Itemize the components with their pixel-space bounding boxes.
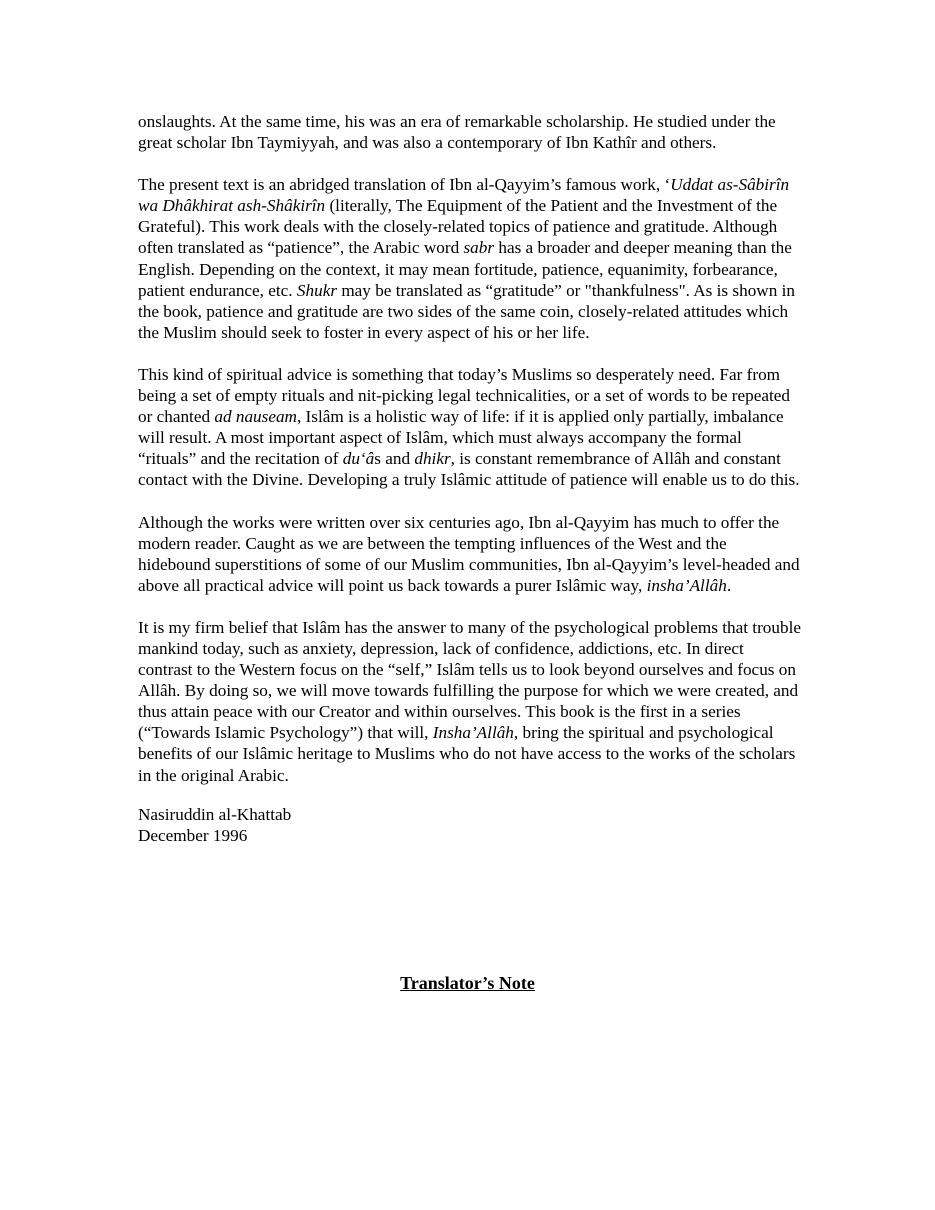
text-run: may be translated as “gratitude” or "thankfulness". As is shown in the book, patience and gratitude are two sides of the same coin, closely-related attitudes which the Muslim should seek to foster in every aspect of his or her life. [138, 280, 795, 342]
text-run: , Islâm is a holistic way of life: if it is applied only partially, imbalance will result. A most important aspect of Islâm, which must always accompany the formal “rituals” and the recitation of [138, 407, 784, 469]
text-run: . [726, 575, 732, 595]
italic-term: Uddat as-Sâbirîn wa Dhâkhirat ash-Shâkirîn [138, 175, 790, 216]
signature-block [138, 804, 802, 846]
text-run: (literally, The Equipment of the Patient and the Investment of the Grateful). This work deals with the closely-related topics of patience and gratitude. Although often translated as “patience”, the Arabic word [138, 196, 778, 258]
signature-date: December 1996 [138, 825, 248, 845]
italic-term: sabr [463, 238, 495, 258]
paragraph-modern-reader [138, 512, 802, 596]
text-run: onslaughts. At the same time, his was an era of remarkable scholarship. He studied under the great scholar Ibn Taymiyyah, and was also a contemporary of Ibn Kathîr and others. [138, 112, 776, 153]
paragraph-text-description [138, 174, 802, 343]
text-run: , bring the spiritual and psychological benefits of our Islâmic heritage to Muslims who do not have access to the works of the scholars in the original Arabic. [138, 723, 796, 785]
italic-term: ad nauseam [214, 407, 297, 427]
paragraph-firm-belief [138, 617, 802, 786]
text-run: The present text is an abridged translation of Ibn al-Qayyim’s famous work, ‘ [138, 175, 671, 195]
italic-term: Shukr [296, 280, 338, 300]
paragraph-spiritual-advice [138, 364, 802, 491]
section-heading-translators-note: Translator’s Note [400, 973, 535, 993]
italic-term: insha’Allâh [646, 575, 727, 595]
text-run: This kind of spiritual advice is something that today’s Muslims so desperately need. Far from being a set of empty rituals and nit-picking legal technicalities, or a set of words to be repeated or chanted [138, 364, 790, 427]
italic-term: Insha’Allâh [432, 723, 514, 743]
document-body [138, 111, 802, 867]
paragraph-intro-continuation [138, 111, 802, 153]
italic-term: dhikr [414, 449, 451, 469]
italic-term: du‘â [342, 449, 375, 469]
text-run: Although the works were written over six centuries ago, Ibn al-Qayyim has much to offer the modern reader. Caught as we are between the tempting influences of the West and the hidebound superstitions of some of our Muslim communities, Ibn al-Qayyim’s level-headed and above all practical advice will point us back towards a purer Islâmic way, [138, 512, 800, 595]
text-run: s and [374, 449, 415, 469]
signature-name: Nasiruddin al-Khattab [138, 804, 292, 824]
text-run: has a broader and deeper meaning than the English. Depending on the context, it may mean fortitude, patience, equanimity, forbearance, patient endurance, etc. [138, 238, 792, 300]
text-run: , is constant remembrance of Allâh and constant contact with the Divine. Developing a truly Islâmic attitude of patience will enable us to do this. [138, 449, 800, 490]
text-run: It is my firm belief that Islâm has the answer to many of the psychological problems that trouble mankind today, such as anxiety, depression, lack of confidence, addictions, etc. In direct contrast to the Western focus on the “self,” Islâm tells us to look beyond ourselves and focus on Allâh. By doing so, we will move towards fulfilling the purpose for which we were created, and thus attain peace with our Creator and within ourselves. This book is the first in a series (“Towards Islamic Psychology”) that will, [138, 617, 801, 743]
